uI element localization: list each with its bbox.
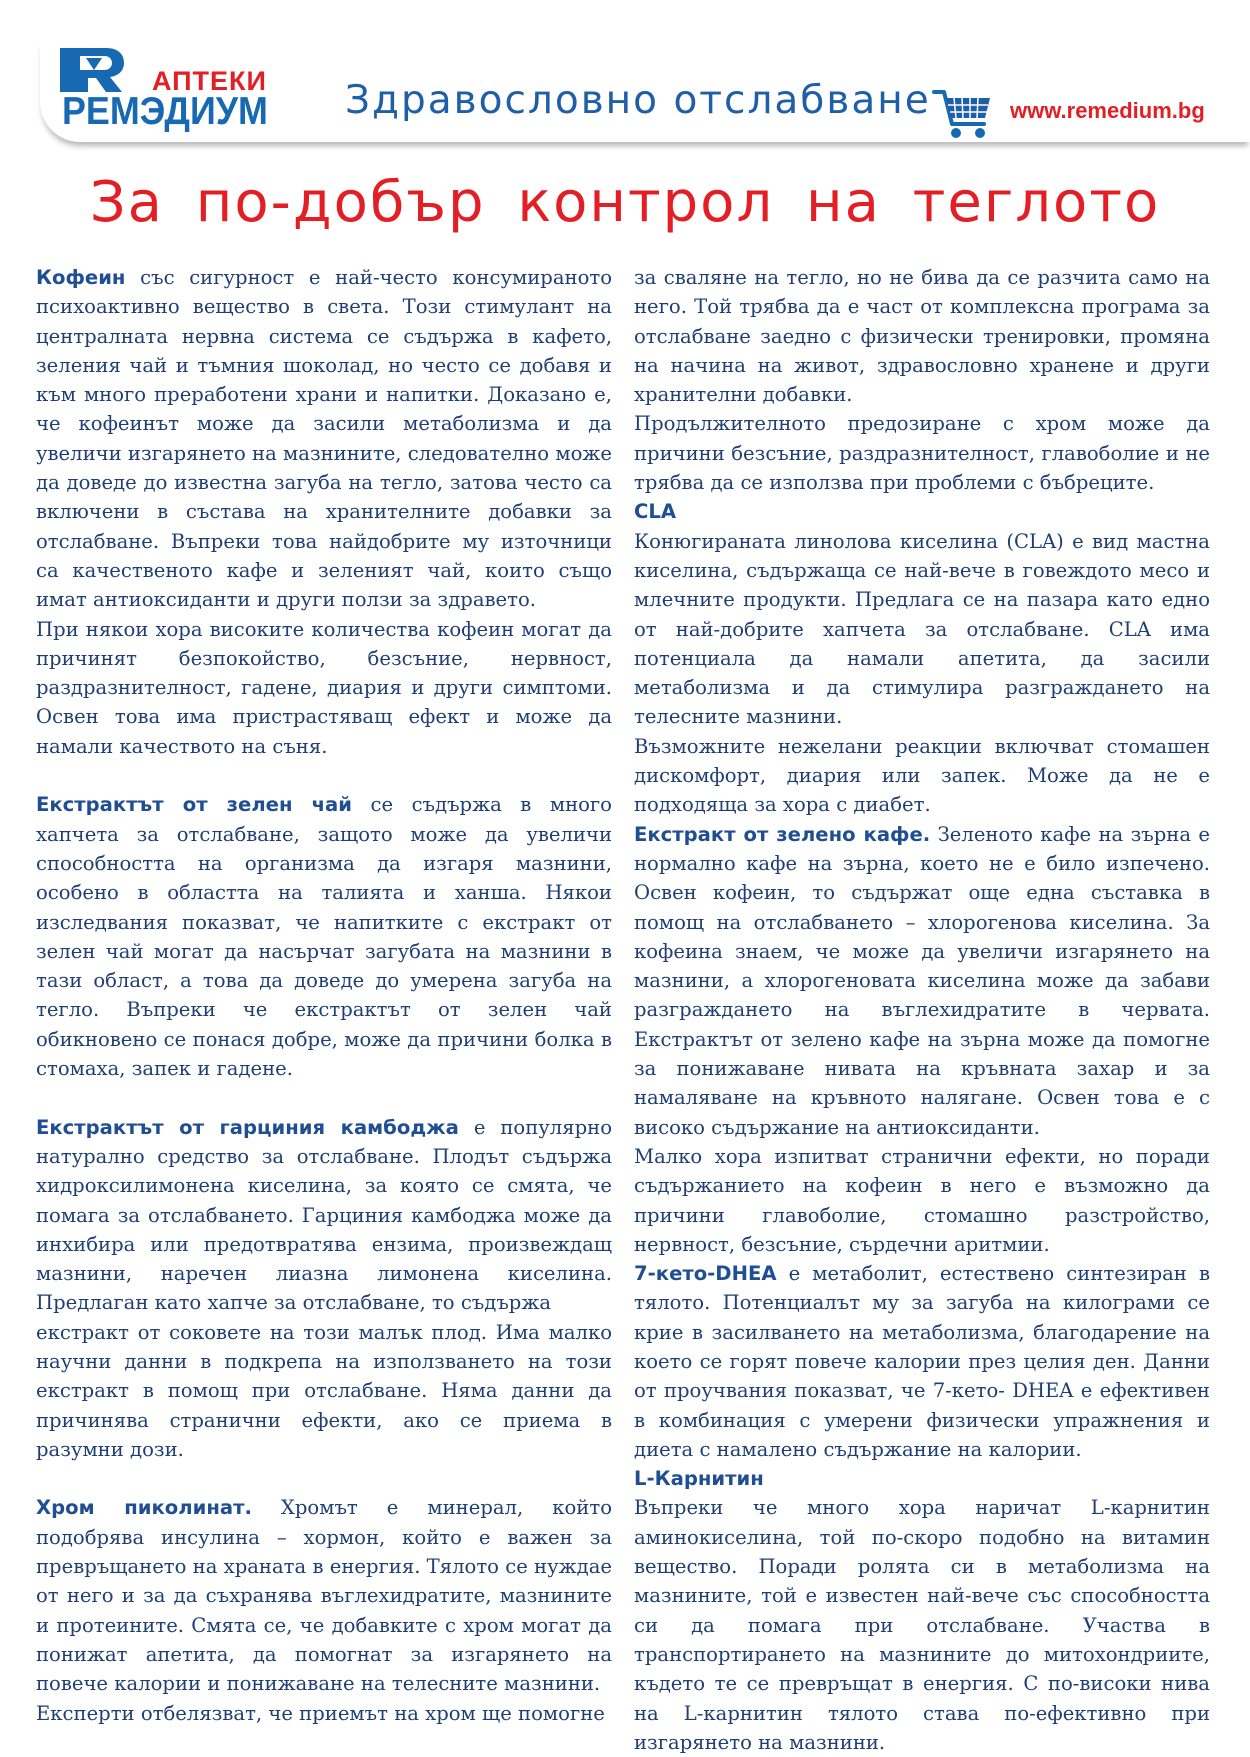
- logo-pharmacies-text: АПТЕКИ: [152, 66, 267, 96]
- cla-heading: CLA: [634, 500, 677, 524]
- remedium-logo-icon: [58, 46, 128, 94]
- cla-side-effects: Възможните нежелани реакции включват стомашен дискомфорт, диария или запек. Може да не е подходяща за хора с диабет.: [634, 734, 1210, 817]
- logo-brand-text: РЕМЭДИУМ: [62, 90, 268, 133]
- right-column: [634, 263, 1210, 1757]
- l-carnitine-paragraph: Въпреки че много хора наричат L-карнитин аминокиселина, той по-скоро подобно на витамин вещество. Поради ролята си в метаболизма на мазнините, той е известен най-вече със способността си да помага при отслабване. Участва в транспортирането на мазнините до митохондриите, където те се превръщат в енергия. С по-високи нива на L-карнитин тялото става по-ефективно при изгарянето на мазнини.: [634, 1496, 1210, 1754]
- chromium-heading: Хром пиколинат.: [36, 1496, 252, 1520]
- garcinia-continued: екстракт от соковете на този малък плод. Има малко научни данни в подкрепа на използването на този екстракт в помощ при отслабване. Няма данни да причинява странични ефекти, ако се приема в разумни дози.: [36, 1320, 612, 1461]
- left-column: [36, 263, 612, 1728]
- section-title: Здравословно отслабване: [345, 78, 931, 123]
- page-title: За по-добър контрол на теглото: [89, 170, 1161, 235]
- green-coffee-heading: Екстракт от зелено кафе.: [634, 822, 931, 846]
- l-carnitine-heading: L-Карнитин: [634, 1467, 764, 1491]
- shopping-cart-icon[interactable]: [932, 86, 994, 142]
- brand-logo[interactable]: [58, 46, 308, 136]
- caffeine-heading: Кофеин: [36, 266, 126, 289]
- garcinia-heading: Екстрактът от гарциния камбоджа: [36, 1115, 459, 1139]
- chromium-experts: Експерти отбелязват, че приемът на хром ще помогне: [36, 1701, 605, 1725]
- cla-paragraph: Конюгираната линолова киселина (CLA) е вид мастна киселина, съдържаща се най-вече в говеждото месо и млечните продукти. Предлага се на пазара като едно от най-добрите хапчета за отслабване. CLA има потенциала да намали апетита, да засили метаболизма и да стимулира разграждането на телесните мазнини.: [634, 529, 1210, 729]
- green-coffee-paragraph: Екстракт от зелено кафе. Зеленото кафе на зърна е нормално кафе на зърна, което не е било изпечено. Освен кофеин, то съдържат още една съставка в помощ на отслабването – хлорогенова киселина. За кофеина знаем, че може да увеличи изгарянето на мазнини, а хлорогеновата киселина може да забави разграждането на въглехидратите в червата. Екстрактът от зелено кафе на зърна може да помогне за понижаване нивата на кръвната захар и за намаляване на кръвното налягане. Освен това е с високо съдържание на антиоксиданти.: [634, 822, 1210, 1139]
- garcinia-paragraph: Екстрактът от гарциния камбоджа е популярно натурално средство за отслабване. Плодът съдържа хидроксилимонена киселина, за която се смята, че помага за отслабването. Гарциния камбоджа може да инхибира или предотвратява ензима, произвеждащ мазнини, наречен лиазна лимонена киселина. Предлаган като хапче за отслабване, то съдържа: [36, 1115, 613, 1315]
- green-tea-heading: Екстрактът от зелен чай: [36, 793, 352, 817]
- keto-dhea-heading: 7-кето-DHEA: [634, 1262, 777, 1286]
- green-tea-paragraph: Екстрактът от зелен чай се съдържа в много хапчета за отслабване, защото може да увеличи способността на организма да изгаря мазнини, особено в областта на талията и ханша. Някои изследвания показват, че напитките с екстракт от зелен чай могат да насърчат загубата на мазнини в тази област, а това да доведе до умерена загуба на тегло. Въпреки че екстрактът от зелен чай обикновено се понася добре, може да причини болка в стомаха, запек и гадене.: [36, 793, 612, 1081]
- keto-dhea-paragraph: 7-кето-DHEA е метаболит, естествено синтезиран в тялото. Потенциалът му за загуба на килограми се крие в засилването на метаболизма, благодарение на което се горят повече калории през целия ден. Данни от проучвания показват, че 7-кето- DHEA е ефективен в комбинация с умерени физически упражнения и диета с намалено съдържание на калории.: [634, 1262, 1210, 1461]
- chromium-paragraph: Хром пиколинат. Хромът е минерал, който подобрява инсулина – хормон, който е важен за превръщането на храната в енергия. Тялото се нуждае от него и за да съхранява въглехидратите, мазнините и протеините. Смята се, че добавките с хром могат да понижат апетита, да помогнат за изгарянето на повече калории и понижаване на телесните мазнини.: [36, 1496, 612, 1696]
- website-link[interactable]: www.remedium.bg: [1010, 98, 1205, 123]
- green-coffee-side-effects: Малко хора изпитват странични ефекти, но поради съдържанието на кофеин в него е възможно да причини главоболие, стомашно разстройство, нервност, безсъние, сърдечни аритмии.: [634, 1144, 1210, 1256]
- chromium-continued: за сваляне на тегло, но не бива да се разчита само на него. Той трябва да е част от комплексна програма за отслабване заедно с физически тренировки, промяна на начина на живот, здравословно хранене и други хранителни добавки.: [634, 266, 1210, 407]
- chromium-side-effects: Продължителното предозиране с хром може да причини безсъние, раздразнителност, главоболие и не трябва да се използва при проблеми с бъбреците.: [634, 412, 1210, 495]
- caffeine-paragraph: Кофеин със сигурност е най-често консумираното психоактивно вещество в света. Този стимулант на централната нервна система се съдържа в кафето, зеления чай и тъмния шоколад, но често се добавя и към много преработени храни и напитки. Доказано е, че кофеинът може да засили метаболизма и да увеличи изгарянето на мазнините, следователно може да доведе до известна загуба на тегло, затова често са включени в състава на хранителните добавки за отслабване. Въпреки това найдобрите му източници са качественото кафе и зеленият чай, които също имат антиоксиданти и други ползи за здравето.: [36, 266, 612, 612]
- caffeine-side-effects: При някои хора високите количества кофеин могат да причинят безпокойство, безсъние, нервност, раздразнителност, гадене, диария и други симптоми. Освен това има пристрастяващ ефект и може да намали качеството на съня.: [36, 617, 612, 758]
